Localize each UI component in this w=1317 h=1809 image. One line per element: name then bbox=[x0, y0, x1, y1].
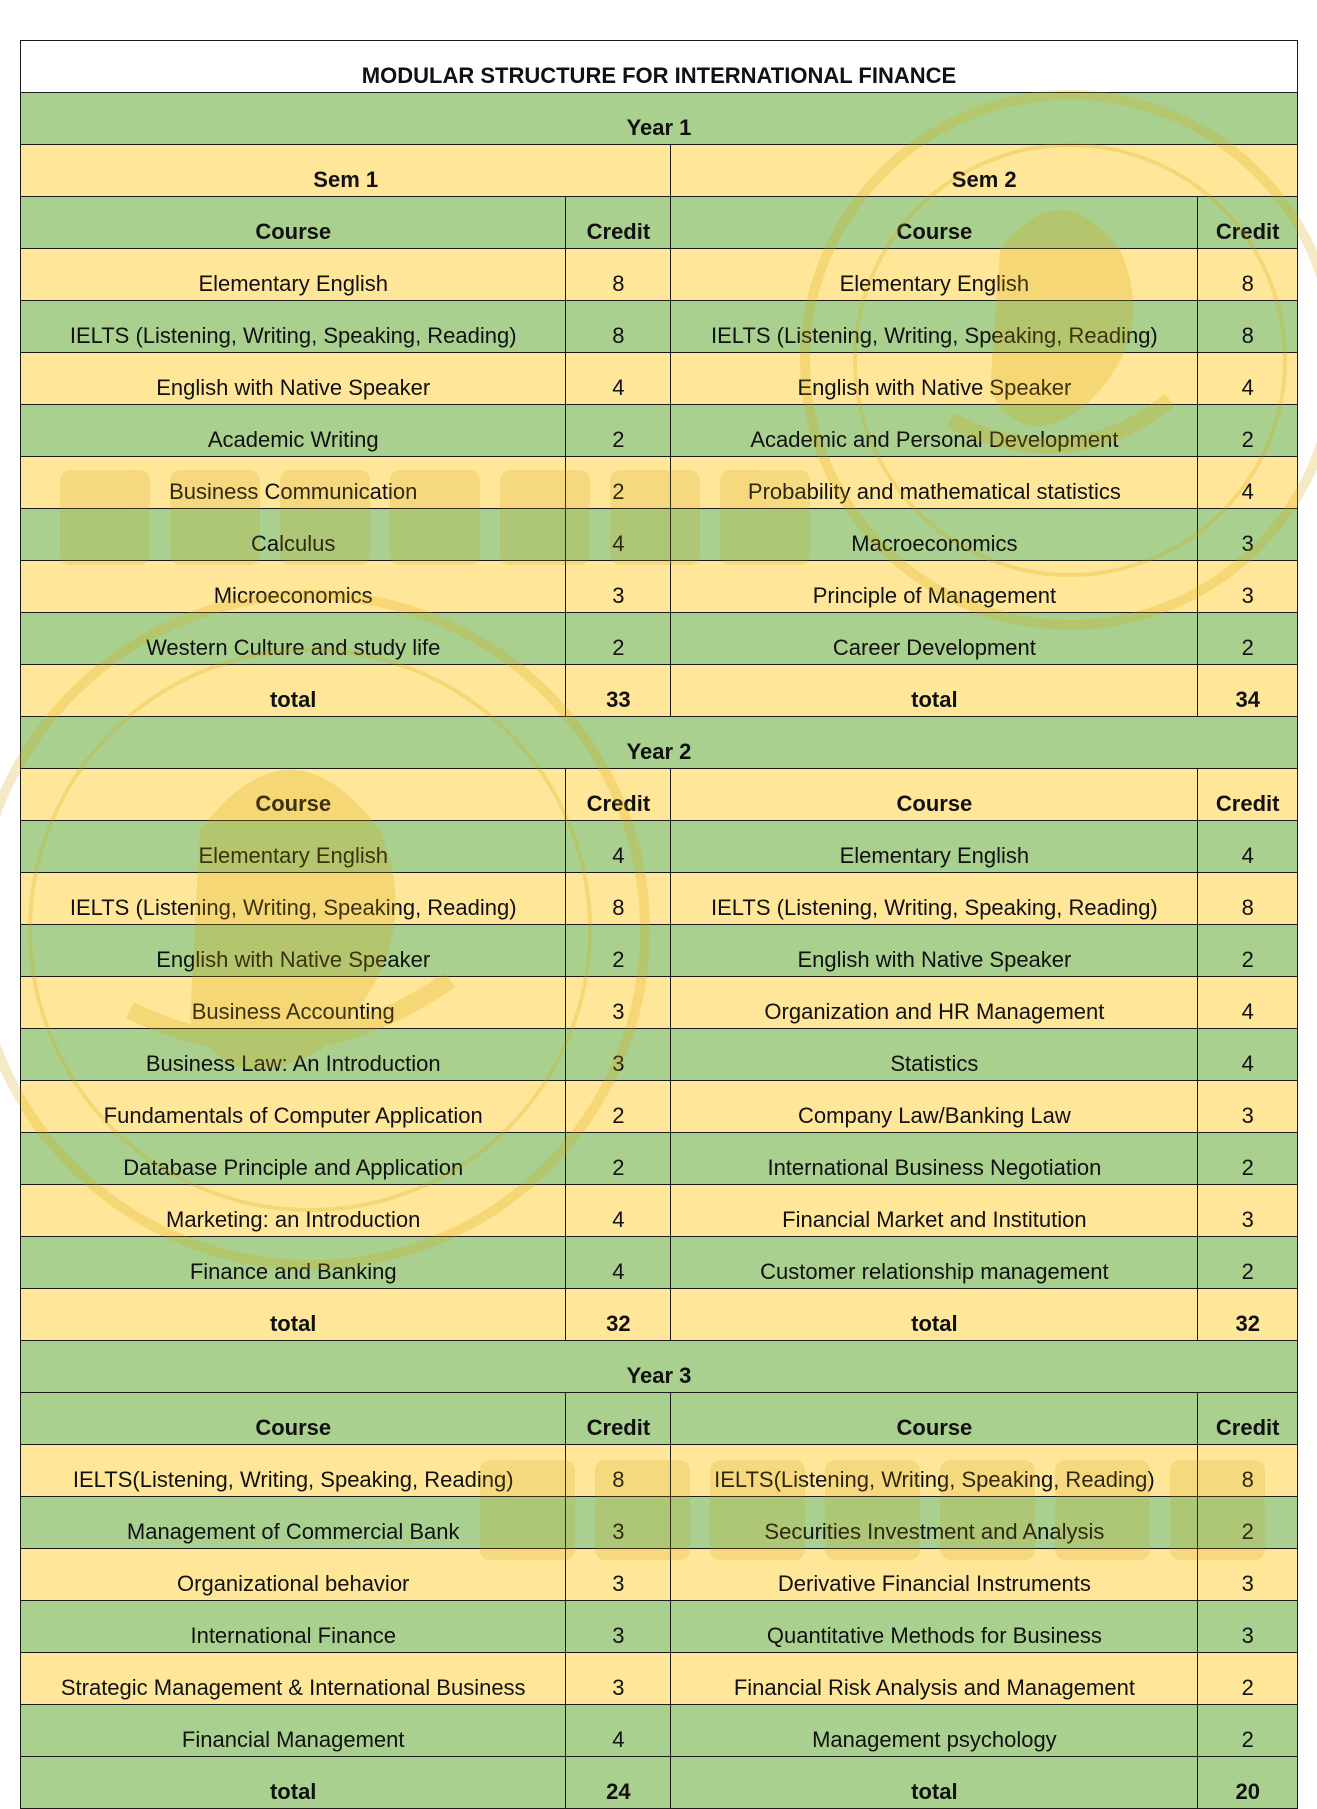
table-row bbox=[21, 873, 1298, 925]
course-name: Probability and mathematical statistics bbox=[671, 457, 1198, 509]
total-value: 32 bbox=[566, 1289, 671, 1341]
course-header: Course bbox=[21, 1393, 566, 1445]
credit-value: 2 bbox=[1198, 613, 1298, 665]
course-name: Fundamentals of Computer Application bbox=[21, 1081, 566, 1133]
table-row bbox=[21, 925, 1298, 977]
credit-header: Credit bbox=[566, 1393, 671, 1445]
credit-value: 4 bbox=[566, 353, 671, 405]
credit-value: 3 bbox=[1198, 561, 1298, 613]
credit-value: 4 bbox=[566, 821, 671, 873]
credit-header: Credit bbox=[1198, 197, 1298, 249]
course-name: Business Law: An Introduction bbox=[21, 1029, 566, 1081]
credit-value: 2 bbox=[1198, 1133, 1298, 1185]
course-name: IELTS (Listening, Writing, Speaking, Reading) bbox=[21, 301, 566, 353]
semester-label: Sem 1 bbox=[21, 145, 671, 197]
table-row bbox=[21, 1185, 1298, 1237]
credit-value: 3 bbox=[1198, 509, 1298, 561]
credit-value: 4 bbox=[566, 1705, 671, 1757]
credit-header: Credit bbox=[1198, 769, 1298, 821]
course-name: English with Native Speaker bbox=[671, 353, 1198, 405]
table-row bbox=[21, 613, 1298, 665]
course-name: Academic Writing bbox=[21, 405, 566, 457]
credit-value: 4 bbox=[1198, 353, 1298, 405]
table-row bbox=[21, 561, 1298, 613]
credit-value: 2 bbox=[566, 405, 671, 457]
course-name: IELTS (Listening, Writing, Speaking, Reading) bbox=[21, 873, 566, 925]
total-value: 32 bbox=[1198, 1289, 1298, 1341]
total-value: 20 bbox=[1198, 1757, 1298, 1809]
course-name: Calculus bbox=[21, 509, 566, 561]
course-name: English with Native Speaker bbox=[21, 925, 566, 977]
year-label: Year 1 bbox=[21, 93, 1298, 145]
table-row bbox=[21, 1497, 1298, 1549]
course-header: Course bbox=[671, 1393, 1198, 1445]
course-name: Microeconomics bbox=[21, 561, 566, 613]
credit-value: 2 bbox=[1198, 925, 1298, 977]
credit-value: 2 bbox=[1198, 1237, 1298, 1289]
course-name: Database Principle and Application bbox=[21, 1133, 566, 1185]
course-name: IELTS (Listening, Writing, Speaking, Reading) bbox=[671, 301, 1198, 353]
course-header: Course bbox=[21, 197, 566, 249]
course-name: English with Native Speaker bbox=[671, 925, 1198, 977]
total-label: total bbox=[21, 665, 566, 717]
course-name: Macroeconomics bbox=[671, 509, 1198, 561]
course-name: Financial Risk Analysis and Management bbox=[671, 1653, 1198, 1705]
credit-value: 3 bbox=[1198, 1185, 1298, 1237]
total-value: 34 bbox=[1198, 665, 1298, 717]
course-name: International Finance bbox=[21, 1601, 566, 1653]
course-name: Securities Investment and Analysis bbox=[671, 1497, 1198, 1549]
column-header-row bbox=[21, 769, 1298, 821]
credit-value: 8 bbox=[566, 301, 671, 353]
credit-value: 8 bbox=[1198, 249, 1298, 301]
credit-value: 3 bbox=[566, 1601, 671, 1653]
table-row bbox=[21, 1549, 1298, 1601]
credit-value: 3 bbox=[1198, 1549, 1298, 1601]
course-name: Statistics bbox=[671, 1029, 1198, 1081]
course-name: Quantitative Methods for Business bbox=[671, 1601, 1198, 1653]
course-name: Principle of Management bbox=[671, 561, 1198, 613]
credit-value: 3 bbox=[566, 977, 671, 1029]
credit-value: 4 bbox=[566, 1185, 671, 1237]
course-name: Finance and Banking bbox=[21, 1237, 566, 1289]
course-header: Course bbox=[21, 769, 566, 821]
course-name: Customer relationship management bbox=[671, 1237, 1198, 1289]
course-header: Course bbox=[671, 769, 1198, 821]
credit-value: 8 bbox=[1198, 873, 1298, 925]
course-name: Organization and HR Management bbox=[671, 977, 1198, 1029]
total-label: total bbox=[671, 1757, 1198, 1809]
course-name: English with Native Speaker bbox=[21, 353, 566, 405]
course-name: Derivative Financial Instruments bbox=[671, 1549, 1198, 1601]
course-name: Management psychology bbox=[671, 1705, 1198, 1757]
credit-value: 2 bbox=[566, 1081, 671, 1133]
table-row bbox=[21, 1601, 1298, 1653]
table-row bbox=[21, 1237, 1298, 1289]
table-row bbox=[21, 1029, 1298, 1081]
credit-value: 4 bbox=[1198, 821, 1298, 873]
table-row bbox=[21, 1133, 1298, 1185]
table-row bbox=[21, 1705, 1298, 1757]
credit-value: 3 bbox=[1198, 1081, 1298, 1133]
course-name: Management of Commercial Bank bbox=[21, 1497, 566, 1549]
credit-value: 8 bbox=[566, 1445, 671, 1497]
course-header: Course bbox=[671, 197, 1198, 249]
course-name: Elementary English bbox=[671, 249, 1198, 301]
total-value: 24 bbox=[566, 1757, 671, 1809]
total-label: total bbox=[671, 665, 1198, 717]
course-name: Career Development bbox=[671, 613, 1198, 665]
table-row bbox=[21, 1081, 1298, 1133]
table-row bbox=[21, 1653, 1298, 1705]
table-row bbox=[21, 509, 1298, 561]
credit-value: 4 bbox=[1198, 1029, 1298, 1081]
credit-value: 8 bbox=[566, 249, 671, 301]
total-label: total bbox=[21, 1289, 566, 1341]
course-name: Western Culture and study life bbox=[21, 613, 566, 665]
credit-value: 2 bbox=[1198, 1653, 1298, 1705]
course-name: International Business Negotiation bbox=[671, 1133, 1198, 1185]
table-row bbox=[21, 301, 1298, 353]
year-row bbox=[21, 1341, 1298, 1393]
credit-header: Credit bbox=[1198, 1393, 1298, 1445]
year-label: Year 3 bbox=[21, 1341, 1298, 1393]
credit-value: 8 bbox=[1198, 301, 1298, 353]
table-row bbox=[21, 457, 1298, 509]
course-name: Financial Management bbox=[21, 1705, 566, 1757]
table-body bbox=[21, 41, 1298, 1809]
credit-value: 8 bbox=[1198, 1445, 1298, 1497]
semester-label: Sem 2 bbox=[671, 145, 1298, 197]
table-title: MODULAR STRUCTURE FOR INTERNATIONAL FINANCE bbox=[21, 41, 1298, 93]
credit-value: 8 bbox=[566, 873, 671, 925]
total-row bbox=[21, 1757, 1298, 1809]
course-name: Company Law/Banking Law bbox=[671, 1081, 1198, 1133]
course-name: Strategic Management & International Business bbox=[21, 1653, 566, 1705]
course-name: Organizational behavior bbox=[21, 1549, 566, 1601]
modular-structure-table bbox=[20, 40, 1298, 1809]
credit-value: 3 bbox=[566, 1653, 671, 1705]
credit-value: 3 bbox=[566, 1497, 671, 1549]
course-name: Academic and Personal Development bbox=[671, 405, 1198, 457]
total-label: total bbox=[671, 1289, 1198, 1341]
course-name: IELTS(Listening, Writing, Speaking, Reading) bbox=[671, 1445, 1198, 1497]
credit-value: 2 bbox=[566, 925, 671, 977]
credit-value: 4 bbox=[566, 1237, 671, 1289]
year-row bbox=[21, 717, 1298, 769]
semester-row bbox=[21, 145, 1298, 197]
course-name: IELTS (Listening, Writing, Speaking, Reading) bbox=[671, 873, 1198, 925]
total-row bbox=[21, 665, 1298, 717]
table-row bbox=[21, 353, 1298, 405]
column-header-row bbox=[21, 1393, 1298, 1445]
credit-value: 2 bbox=[566, 613, 671, 665]
course-name: Marketing: an Introduction bbox=[21, 1185, 566, 1237]
credit-value: 2 bbox=[1198, 405, 1298, 457]
year-row bbox=[21, 93, 1298, 145]
course-name: Elementary English bbox=[21, 249, 566, 301]
column-header-row bbox=[21, 197, 1298, 249]
table-row bbox=[21, 977, 1298, 1029]
total-row bbox=[21, 1289, 1298, 1341]
title-row bbox=[21, 41, 1298, 93]
total-label: total bbox=[21, 1757, 566, 1809]
course-name: Financial Market and Institution bbox=[671, 1185, 1198, 1237]
course-name: IELTS(Listening, Writing, Speaking, Reading) bbox=[21, 1445, 566, 1497]
credit-value: 3 bbox=[1198, 1601, 1298, 1653]
credit-header: Credit bbox=[566, 769, 671, 821]
credit-value: 3 bbox=[566, 1549, 671, 1601]
year-label: Year 2 bbox=[21, 717, 1298, 769]
credit-value: 2 bbox=[1198, 1497, 1298, 1549]
table-row bbox=[21, 249, 1298, 301]
table-row bbox=[21, 1445, 1298, 1497]
credit-value: 3 bbox=[566, 561, 671, 613]
credit-value: 4 bbox=[566, 509, 671, 561]
credit-value: 3 bbox=[566, 1029, 671, 1081]
total-value: 33 bbox=[566, 665, 671, 717]
credit-value: 2 bbox=[566, 1133, 671, 1185]
credit-header: Credit bbox=[566, 197, 671, 249]
document bbox=[20, 40, 1298, 1809]
credit-value: 2 bbox=[566, 457, 671, 509]
credit-value: 2 bbox=[1198, 1705, 1298, 1757]
course-name: Elementary English bbox=[21, 821, 566, 873]
table-row bbox=[21, 821, 1298, 873]
credit-value: 4 bbox=[1198, 457, 1298, 509]
course-name: Elementary English bbox=[671, 821, 1198, 873]
course-name: Business Accounting bbox=[21, 977, 566, 1029]
table-row bbox=[21, 405, 1298, 457]
course-name: Business Communication bbox=[21, 457, 566, 509]
credit-value: 4 bbox=[1198, 977, 1298, 1029]
